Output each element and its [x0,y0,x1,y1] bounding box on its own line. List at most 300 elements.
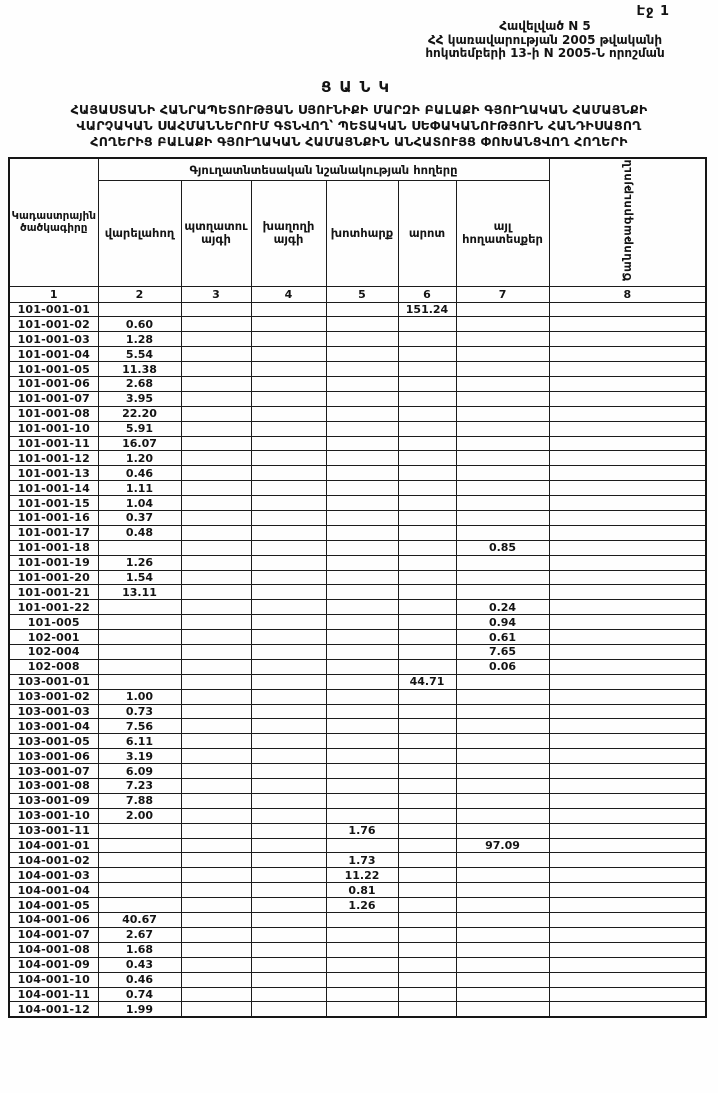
column-number: 8 [549,286,706,302]
cell-value [456,808,549,823]
cell-code: 101-005 [9,615,98,630]
cell-value [251,630,326,645]
cell-value [456,391,549,406]
cell-value [251,674,326,689]
cell-value [251,600,326,615]
cell-value [326,540,398,555]
cell-value [251,302,326,317]
cell-code: 101-001-19 [9,555,98,570]
cell-value [398,496,456,511]
cell-value [398,853,456,868]
table-row [9,451,706,466]
cell-code: 101-001-04 [9,347,98,362]
cell-value [549,540,706,555]
cell-value: 1.68 [98,942,181,957]
cell-value [549,347,706,362]
cell-value [398,436,456,451]
cell-value [456,823,549,838]
cell-value [181,466,251,481]
cell-value [456,585,549,600]
cell-code: 104-001-08 [9,942,98,957]
cell-value [181,764,251,779]
table-row [9,347,706,362]
cell-value [251,913,326,928]
cell-value [181,347,251,362]
cell-value [549,898,706,913]
cell-value [181,734,251,749]
cell-code: 102-004 [9,645,98,660]
cell-value [98,823,181,838]
cell-value [98,302,181,317]
cell-value [181,823,251,838]
cell-value: 3.19 [98,749,181,764]
cell-value [398,987,456,1002]
cell-code: 104-001-09 [9,957,98,972]
cell-value [326,719,398,734]
table-row [9,466,706,481]
cell-value [181,362,251,377]
cell-value [326,942,398,957]
cell-value [326,511,398,526]
cell-value [181,808,251,823]
cell-value [549,987,706,1002]
cell-code: 104-001-11 [9,987,98,1002]
cell-value: 97.09 [456,838,549,853]
cell-value [398,451,456,466]
column-number: 5 [326,286,398,302]
table-row [9,406,706,421]
subtitle-line: ՀԱՅԱՍՏԱՆԻ ՀԱՆՐԱՊԵՏՈՒԹՅԱՆ ՍՅՈՒՆԻՔԻ ՄԱՐԶԻ ԲԱԼԱՔԻ ԳՅՈՒՂԱԿԱՆ ՀԱՄԱՅՆՔԻ [70,102,648,117]
cell-value [398,376,456,391]
cell-value [398,883,456,898]
cell-value [181,838,251,853]
cell-code: 103-001-08 [9,779,98,794]
cell-value [456,734,549,749]
cell-value [456,362,549,377]
cell-value: 0.46 [98,466,181,481]
cell-value [398,555,456,570]
table-row [9,793,706,808]
cell-value [456,555,549,570]
cell-code: 104-001-12 [9,1002,98,1017]
cell-value [251,734,326,749]
cell-value [549,362,706,377]
cell-value [549,630,706,645]
cell-value [326,779,398,794]
table-row [9,972,706,987]
cell-value: 1.99 [98,1002,181,1017]
cell-code: 101-001-21 [9,585,98,600]
table-row [9,868,706,883]
table-row [9,1002,706,1017]
subtitle-line: ՎԱՐՉԱԿԱՆ ՍԱՀՄԱՆՆԵՐՈՒՄ ԳՏՆՎՈՂ՝ ՊԵՏԱԿԱՆ ՍԵՓԱԿԱՆՈՒԹՅՈՒՆ ՀԱՆԴԻՍԱՑՈՂ [76,118,642,133]
cell-value [549,406,706,421]
cell-value [181,645,251,660]
cell-value: 2.00 [98,808,181,823]
cell-value [549,511,706,526]
cell-value: 1.26 [98,555,181,570]
table-row [9,302,706,317]
cell-value [326,987,398,1002]
cell-value [549,913,706,928]
cell-value [251,808,326,823]
cell-code: 104-001-01 [9,838,98,853]
note-column-header [549,158,706,286]
cell-value [326,362,398,377]
table-row [9,436,706,451]
column-number: 3 [181,286,251,302]
cell-value [456,972,549,987]
cell-value [549,853,706,868]
cell-value [326,421,398,436]
column-number: 2 [98,286,181,302]
header-row-group [9,158,706,181]
cell-value [251,376,326,391]
cell-code: 101-001-01 [9,302,98,317]
table-row [9,645,706,660]
cell-value [251,511,326,526]
cell-value [398,779,456,794]
cell-value [549,645,706,660]
table-row [9,659,706,674]
cell-value [251,585,326,600]
cell-value [251,347,326,362]
table-row [9,496,706,511]
cell-value: 11.38 [98,362,181,377]
cell-value [181,689,251,704]
cell-value [181,585,251,600]
cell-value [181,630,251,645]
cell-value [181,868,251,883]
cell-value [456,927,549,942]
cell-value [456,451,549,466]
cell-value [456,496,549,511]
cell-value [398,317,456,332]
cell-value [398,362,456,377]
cell-value [549,436,706,451]
cell-value [181,704,251,719]
cell-value [549,481,706,496]
cell-value [549,376,706,391]
cell-value [181,927,251,942]
cell-value [251,793,326,808]
cell-value [456,511,549,526]
cell-value [398,734,456,749]
cell-value [181,555,251,570]
cell-value [549,942,706,957]
column-number-row [9,286,706,302]
cell-value: 0.60 [98,317,181,332]
cell-value [549,927,706,942]
cell-value: 7.65 [456,645,549,660]
cell-code: 101-001-03 [9,332,98,347]
cell-value [98,659,181,674]
cell-value [181,659,251,674]
cell-value [181,451,251,466]
cell-value [456,525,549,540]
cell-value [456,764,549,779]
cell-value [251,317,326,332]
cell-value [181,942,251,957]
cell-value: 44.71 [398,674,456,689]
cell-value [549,391,706,406]
cell-value: 1.00 [98,689,181,704]
cell-value [251,555,326,570]
cell-value [251,615,326,630]
cell-value [251,466,326,481]
cell-value: 13.11 [98,585,181,600]
cell-value [456,704,549,719]
cell-value: 0.85 [456,540,549,555]
cell-value [251,883,326,898]
cell-code: 103-001-07 [9,764,98,779]
cell-value [98,838,181,853]
table-row [9,838,706,853]
cell-value [398,466,456,481]
cell-value [456,868,549,883]
table-row [9,615,706,630]
cell-value: 5.54 [98,347,181,362]
table-row [9,853,706,868]
cell-value [251,823,326,838]
cell-value [181,883,251,898]
cell-value [456,421,549,436]
cell-value [251,570,326,585]
cell-value [251,391,326,406]
column-header-hayfield: խոտհարք [326,181,398,286]
cell-value [326,1002,398,1017]
cell-value [398,659,456,674]
cell-value [251,645,326,660]
cell-value [549,555,706,570]
cell-value [549,689,706,704]
cell-value: 1.26 [326,898,398,913]
cell-value [398,808,456,823]
cell-value [326,927,398,942]
cell-value [181,600,251,615]
cell-value [326,645,398,660]
cell-code: 101-001-14 [9,481,98,496]
cell-value [326,570,398,585]
table-row [9,332,706,347]
cell-value [181,302,251,317]
cell-value [251,868,326,883]
cell-value [398,347,456,362]
cell-code: 101-001-13 [9,466,98,481]
cell-value [181,481,251,496]
cell-value [549,615,706,630]
cell-value [398,927,456,942]
cell-code: 101-001-10 [9,421,98,436]
cell-value [326,496,398,511]
cell-value [398,570,456,585]
cell-code: 104-001-06 [9,913,98,928]
cell-value [326,808,398,823]
cell-value [181,674,251,689]
cell-value [181,436,251,451]
table-row [9,555,706,570]
cell-value [549,823,706,838]
cell-value [549,868,706,883]
cell-value [251,942,326,957]
cell-code: 103-001-11 [9,823,98,838]
cell-value [456,883,549,898]
cell-value [456,376,549,391]
table-row [9,942,706,957]
cell-value [398,511,456,526]
cell-value [456,406,549,421]
column-number: 1 [9,286,98,302]
table-body [9,302,706,1017]
cell-value [251,540,326,555]
cell-value [326,659,398,674]
cell-value [549,570,706,585]
column-header-arable: վարելահող [98,181,181,286]
table-row [9,898,706,913]
table-row [9,525,706,540]
table-row [9,570,706,585]
cell-value [326,838,398,853]
appendix-line: հոկտեմբերի 13-ի N 2005-Ն որոշման [425,46,665,60]
column-header-pasture: արոտ [398,181,456,286]
code-column-header: Կադաստրային ծածկագիրը [9,158,98,286]
cell-value [251,927,326,942]
cell-value: 151.24 [398,302,456,317]
cell-value [181,853,251,868]
cell-value [251,436,326,451]
cell-code: 104-001-04 [9,883,98,898]
cell-value [181,913,251,928]
cell-value [326,436,398,451]
table-row [9,540,706,555]
cell-value [181,1002,251,1017]
table-header [9,158,706,302]
cell-value [549,704,706,719]
cell-value [181,511,251,526]
cell-value [456,674,549,689]
cell-value [398,615,456,630]
cell-value [549,779,706,794]
cell-value [251,481,326,496]
cell-value: 0.37 [98,511,181,526]
table-row [9,764,706,779]
cell-value: 11.22 [326,868,398,883]
table-row [9,704,706,719]
cell-value [98,600,181,615]
cell-value [398,481,456,496]
cell-value [326,793,398,808]
cell-value: 1.76 [326,823,398,838]
cell-value [181,898,251,913]
table-row [9,883,706,898]
cell-code: 101-001-18 [9,540,98,555]
cell-code: 104-001-03 [9,868,98,883]
cell-value [549,883,706,898]
cell-code: 101-001-08 [9,406,98,421]
cell-value: 1.20 [98,451,181,466]
cell-value [549,332,706,347]
cell-value [251,987,326,1002]
cell-value [549,317,706,332]
cell-value [398,525,456,540]
cell-value [326,525,398,540]
table-row [9,585,706,600]
cell-value [181,406,251,421]
cell-value [398,764,456,779]
cell-value: 7.23 [98,779,181,794]
cell-value [456,793,549,808]
cell-value: 40.67 [98,913,181,928]
table-row [9,630,706,645]
table-row [9,987,706,1002]
table-row [9,317,706,332]
cell-value: 2.67 [98,927,181,942]
cell-value: 0.74 [98,987,181,1002]
cell-value: 16.07 [98,436,181,451]
cell-value [181,987,251,1002]
cell-value [326,466,398,481]
cell-value [549,957,706,972]
column-header-vineyard: խաղողի այգի [251,181,326,286]
cell-code: 101-001-20 [9,570,98,585]
cell-value [398,913,456,928]
cell-value: 6.09 [98,764,181,779]
cell-value [326,302,398,317]
cell-value [326,481,398,496]
subtitle-line: ՀՈՂԵՐԻՑ ԲԱԼԱՔԻ ԳՅՈՒՂԱԿԱՆ ՀԱՄԱՅՆՔԻՆ ԱՆՀԱՏՈՒՅՑ ՓՈԽԱՆՑՎՈՂ ՀՈՂԵՐԻ [90,134,628,149]
cell-value [549,838,706,853]
cell-value: 1.11 [98,481,181,496]
cell-value [398,823,456,838]
cell-value [549,496,706,511]
cell-value: 0.24 [456,600,549,615]
cell-value: 7.56 [98,719,181,734]
cell-value [326,749,398,764]
cell-value [326,764,398,779]
cell-code: 102-001 [9,630,98,645]
cell-code: 103-001-10 [9,808,98,823]
cell-value [251,332,326,347]
cell-value [181,615,251,630]
page-number-label: Էջ 1 [636,4,670,19]
cell-code: 101-001-22 [9,600,98,615]
cell-value [398,868,456,883]
table-row [9,957,706,972]
cell-value [549,734,706,749]
cell-value: 7.88 [98,793,181,808]
cell-value [398,749,456,764]
cell-value [326,332,398,347]
cell-value [398,600,456,615]
cell-value [326,972,398,987]
cell-value: 5.91 [98,421,181,436]
cell-value [98,853,181,868]
cell-value [549,466,706,481]
cell-value [98,674,181,689]
cell-value [181,317,251,332]
cell-value [251,898,326,913]
group-header-agricultural-lands: Գյուղատնտեսական նշանակության հողերը [98,158,549,181]
cell-value [326,734,398,749]
cell-value: 1.04 [98,496,181,511]
table-row [9,421,706,436]
cell-value: 0.43 [98,957,181,972]
cell-value [456,853,549,868]
table-row [9,511,706,526]
cell-value [98,630,181,645]
cell-value [98,898,181,913]
cell-value: 1.28 [98,332,181,347]
